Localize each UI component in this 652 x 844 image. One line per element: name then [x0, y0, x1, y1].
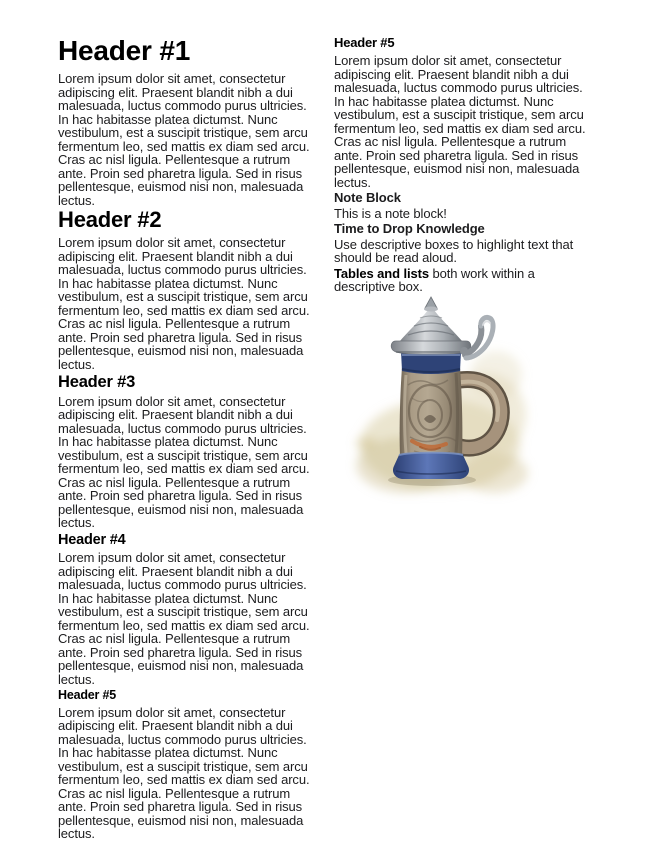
heading-4: Header #4 [58, 531, 126, 548]
paragraph-2: Lorem ipsum dolor sit amet, consectetur adipiscing elit. Praesent blandit nibh a dui malesuada, luctus commodo purus ultricies. In hac habitasse platea dictumst. Nunc vestibulum, est a suscipit tristique, sem arcu fermentum leo, sed mattis ex diam sed arcu. Cras ac nisl ligula. Pellentesque a rutrum ante. Proin sed pharetra ligula. Sed in risus pellentesque, euismod nisi non, malesuada lectus. [58, 235, 310, 372]
paragraph-4: Lorem ipsum dolor sit amet, consectetur adipiscing elit. Praesent blandit nibh a dui malesuada, luctus commodo purus ultricies. In hac habitasse platea dictumst. Nunc vestibulum, est a suscipit tristique, sem arcu fermentum leo, sed mattis ex diam sed arcu. Cras ac nisl ligula. Pellentesque a rutrum ante. Proin sed pharetra ligula. Sed in risus pellentesque, euismod nisi non, malesuada lectus. [58, 550, 310, 687]
heading-3: Header #3 [58, 373, 136, 391]
thumb-lever [460, 317, 493, 358]
heading-2: Header #2 [58, 207, 162, 232]
note-block-label: Note Block [334, 190, 401, 205]
note-block-text: This is a note block! [334, 205, 447, 221]
beer-stein-illustration [344, 295, 550, 507]
stein-lid [391, 297, 471, 354]
heading-5: Header #5 [58, 688, 116, 702]
paragraph-1: Lorem ipsum dolor sit amet, consectetur adipiscing elit. Praesent blandit nibh a dui malesuada, luctus commodo purus ultricies. In hac habitasse platea dictumst. Nunc vestibulum, est a suscipit tristique, sem arcu fermentum leo, sed mattis ex diam sed arcu. Cras ac nisl ligula. Pellentesque a rutrum ante. Proin sed pharetra ligula. Sed in risus pellentesque, euismod nisi non, malesuada lectus. [58, 71, 310, 208]
paragraph-right: Lorem ipsum dolor sit amet, consectetur adipiscing elit. Praesent blandit nibh a dui malesuada, luctus commodo purus ultricies. In hac habitasse platea dictumst. Nunc vestibulum, est a suscipit tristique, sem arcu fermentum leo, sed mattis ex diam sed arcu. Cras ac nisl ligula. Pellentesque a rutrum ante. Proin sed pharetra ligula. Sed in risus pellentesque, euismod nisi non, malesuada lectus. [334, 53, 586, 190]
beer-stein-svg [344, 295, 550, 507]
knowledge-text: Use descriptive boxes to highlight text that should be read aloud. [334, 236, 574, 265]
stein-collar-band [401, 351, 461, 374]
tables-note-rest: both work within a descriptive box. [334, 265, 535, 294]
tables-note [334, 267, 596, 294]
knowledge-label: Time to Drop Knowledge [334, 221, 485, 236]
tables-note-bold: Tables and lists [334, 265, 429, 281]
heading-5-right: Header #5 [334, 35, 395, 50]
stein-foot [393, 453, 469, 479]
left-column [58, 37, 316, 843]
paragraph-5: Lorem ipsum dolor sit amet, consectetur adipiscing elit. Praesent blandit nibh a dui malesuada, luctus commodo purus ultricies. In hac habitasse platea dictumst. Nunc vestibulum, est a suscipit tristique, sem arcu fermentum leo, sed mattis ex diam sed arcu. Cras ac nisl ligula. Pellentesque a rutrum ante. Proin sed pharetra ligula. Sed in risus pellentesque, euismod nisi non, malesuada lectus. [58, 704, 310, 841]
right-column [334, 36, 596, 296]
lid-finial [425, 297, 437, 308]
stein-body [400, 367, 463, 457]
heading-1: Header #1 [58, 35, 191, 66]
paragraph-3: Lorem ipsum dolor sit amet, consectetur adipiscing elit. Praesent blandit nibh a dui malesuada, luctus commodo purus ultricies. In hac habitasse platea dictumst. Nunc vestibulum, est a suscipit tristique, sem arcu fermentum leo, sed mattis ex diam sed arcu. Cras ac nisl ligula. Pellentesque a rutrum ante. Proin sed pharetra ligula. Sed in risus pellentesque, euismod nisi non, malesuada lectus. [58, 393, 310, 530]
